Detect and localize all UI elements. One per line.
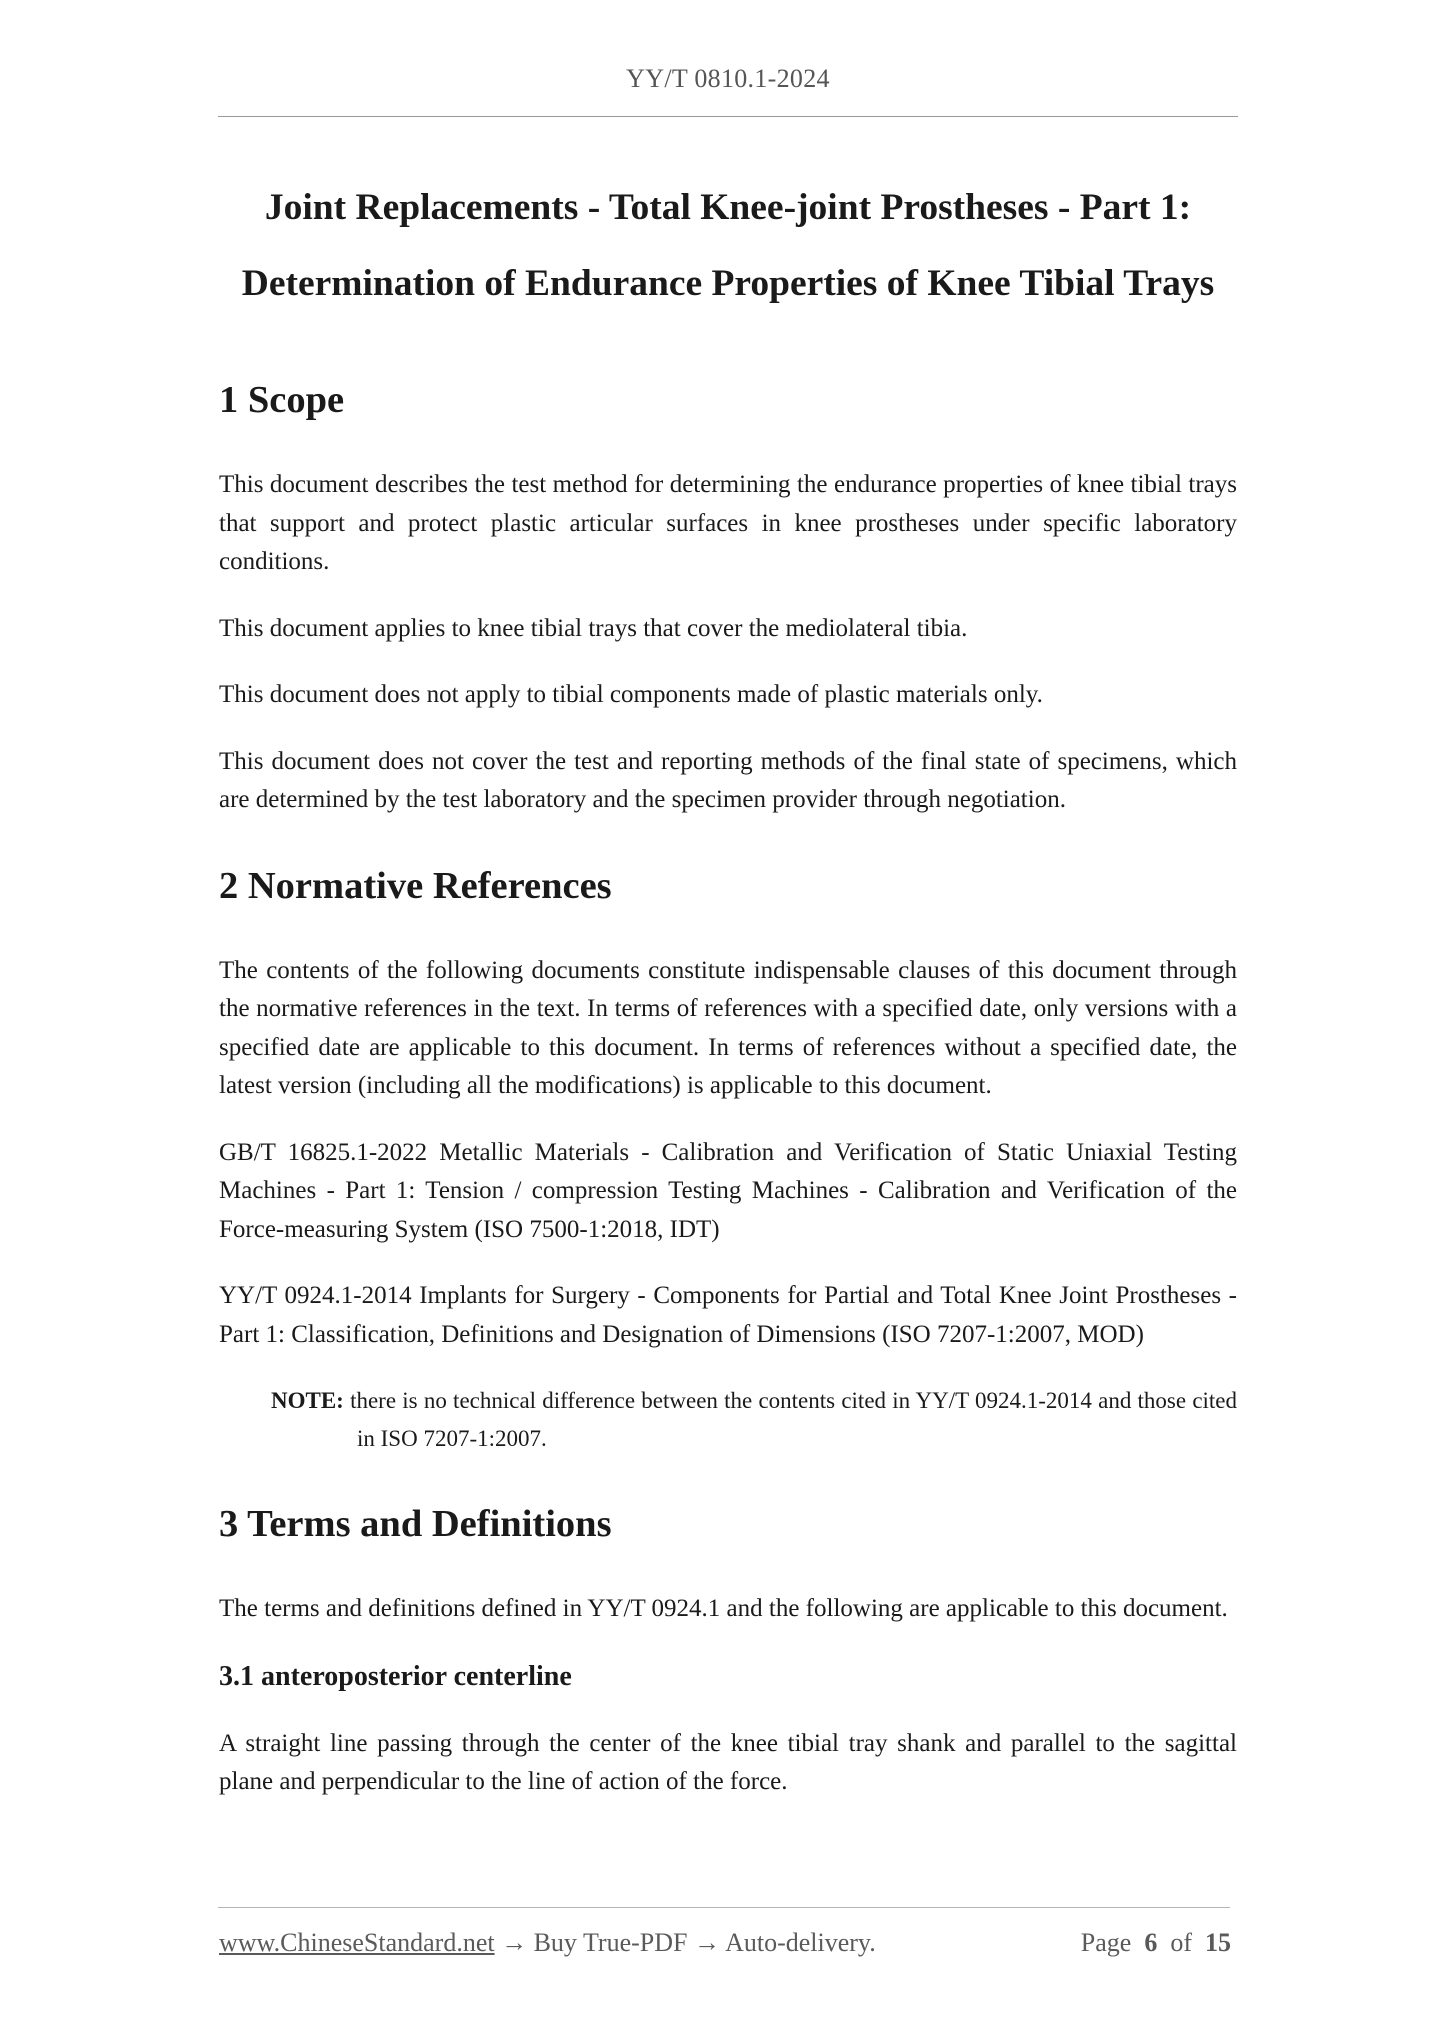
term-definition: A straight line passing through the center of the knee tibial tray shank and parallel to the sagittal plane and perpendicular to the line of action of the force. bbox=[219, 1729, 1237, 1795]
section-1-paragraph: This document does not cover the test and reporting methods of the final state of specimens, which are determined by the test laboratory and the specimen provider through negotiation. bbox=[219, 747, 1237, 813]
section-1-heading: 1 Scope bbox=[219, 379, 345, 421]
header-doc-code: YY/T 0810.1-2024 bbox=[626, 64, 830, 93]
section-3-heading: 3 Terms and Definitions bbox=[219, 1503, 612, 1545]
footer-promo bbox=[219, 1928, 876, 1958]
page-current: 6 bbox=[1144, 1928, 1158, 1957]
arrow-icon: → bbox=[501, 1928, 528, 1957]
note-label: NOTE: bbox=[271, 1388, 344, 1413]
page-label: Page bbox=[1080, 1928, 1132, 1957]
footer-delivery-text: Auto-delivery. bbox=[725, 1928, 876, 1957]
doc-title-line2: Determination of Endurance Properties of Knee Tibial Trays bbox=[241, 263, 1215, 304]
arrow-icon: → bbox=[694, 1928, 720, 1957]
section-3-intro: The terms and definitions defined in YY/T 0924.1 and the following are applicable to this document. bbox=[219, 1595, 1228, 1622]
reference-entry: GB/T 16825.1-2022 Metallic Materials - Calibration and Verification of Static Uniaxial Testing Machines - Part 1: Tension / compression Testing Machines - Calibration and Verification of the Force-measuring System (ISO 7500-1:2018, IDT) bbox=[219, 1138, 1237, 1243]
doc-title-line1: Joint Replacements - Total Knee-joint Prostheses - Part 1: bbox=[264, 187, 1192, 228]
section-2-heading: 2 Normative References bbox=[219, 864, 612, 907]
footer-site-link[interactable]: www.ChineseStandard.net bbox=[219, 1928, 495, 1957]
section-1-paragraph: This document does not apply to tibial components made of plastic materials only. bbox=[219, 681, 1043, 708]
footer-buy-text: Buy True-PDF bbox=[533, 1928, 688, 1957]
note-block bbox=[271, 1382, 1237, 1458]
section-1-paragraph: This document describes the test method for determining the endurance properties of knee tibial trays that support and protect plastic articular surfaces in knee prostheses under specific laboratory conditions. bbox=[219, 471, 1237, 575]
term-heading: 3.1 anteroposterior centerline bbox=[219, 1660, 572, 1692]
header-divider bbox=[218, 116, 1238, 117]
page-total: 15 bbox=[1205, 1928, 1231, 1957]
footer-divider bbox=[218, 1907, 1230, 1908]
page-of: of bbox=[1170, 1928, 1192, 1957]
page-indicator bbox=[1081, 1928, 1231, 1958]
reference-entry: YY/T 0924.1-2014 Implants for Surgery - Components for Partial and Total Knee Joint Prostheses - Part 1: Classification, Definitions and Designation of Dimensions (ISO 7207-1:2007, MOD) bbox=[219, 1282, 1237, 1348]
section-1-paragraph: This document applies to knee tibial trays that cover the mediolateral tibia. bbox=[219, 614, 968, 642]
section-2-paragraph: The contents of the following documents constitute indispensable clauses of this document through the normative references in the text. In terms of references with a specified date, only versions with a specified date are applicable to this document. In terms of references without a specified date, the latest version (including all the modifications) is applicable to this document. bbox=[219, 956, 1237, 1099]
note-text: there is no technical difference between the contents cited in YY/T 0924.1-2014 and those cited in ISO 7207-1:2007. bbox=[350, 1388, 1238, 1451]
document-body bbox=[219, 170, 1237, 1802]
